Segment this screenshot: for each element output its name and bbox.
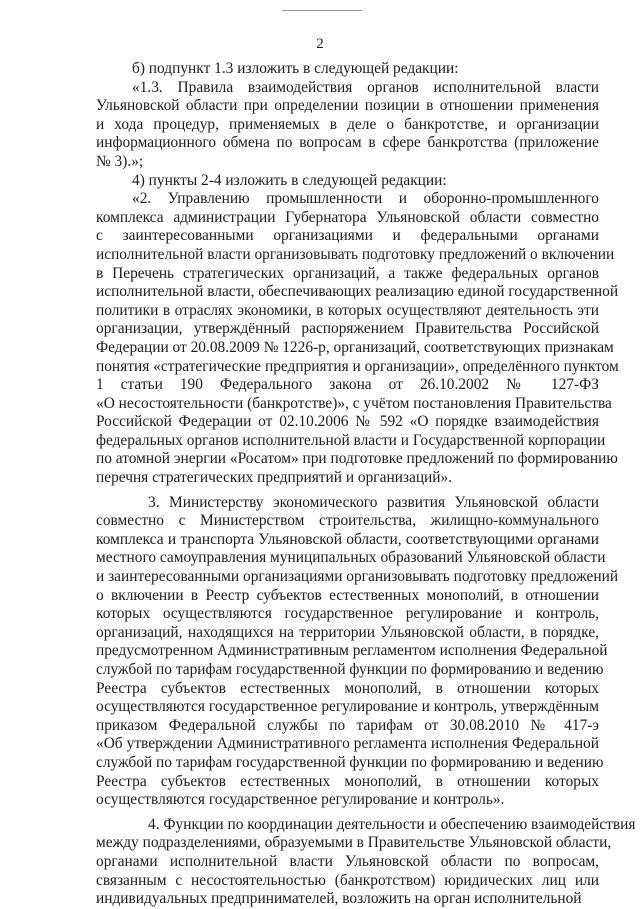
text-line: которых осуществляются государственное регулирование и контроль, <box>96 605 599 623</box>
paragraph-p6 <box>96 815 636 909</box>
text-line: осуществляются государственное регулирование и контроль». <box>96 791 505 809</box>
text-line: совместно с Министерством строительства, жилищно-коммунального <box>96 512 599 530</box>
text-line: исполнительной власти организовывать подготовку предложений о включении <box>96 245 615 263</box>
text-line: по атомной энергии «Росатом» при подготовке предложений по формированию <box>96 450 618 468</box>
text-line: Реестра субъектов естественных монополий, в отношении которых <box>96 772 599 790</box>
document-body <box>96 60 636 909</box>
text-line: предусмотренном Административным регламентом исполнения Федеральной <box>96 642 608 660</box>
text-line: 1 статьи 190 Федерального закона от 26.10.2002 № 127-ФЗ <box>96 376 599 394</box>
text-line: информационного обмена по вопросам в сфере банкротства (приложение <box>96 134 599 152</box>
text-line: «О несостоятельности (банкротстве)», с учётом постановления Правительства <box>96 394 612 412</box>
paragraph-p3 <box>96 172 599 191</box>
paragraph-p5 <box>96 493 619 810</box>
text-line: «2. Управлению промышленности и оборонно-промышленного <box>132 190 599 208</box>
text-line: политики в отраслях экономики, в которых осуществляют деятельность эти <box>96 301 599 319</box>
text-line: 3. Министерству экономического развития Ульяновской области <box>148 493 599 511</box>
text-line: 4. Функции по координации деятельности и обеспечению взаимодействия <box>148 815 636 833</box>
text-line: федеральных органов исполнительной власти и Государственной корпорации <box>96 431 606 449</box>
text-line: организаций, находящихся на территории Ульяновской области, в порядке, <box>96 623 599 641</box>
text-line: б) подпункт 1.3 изложить в следующей редакции: <box>132 60 459 77</box>
text-line: и хода процедур, применяемых в деле о банкротстве, и организации <box>96 115 599 133</box>
text-line: о включении в Реестр субъектов естественных монополий, в отношении <box>96 586 599 604</box>
paragraph-p1 <box>96 60 599 79</box>
text-line: Реестра субъектов естественных монополий, в отношении которых <box>96 679 599 697</box>
text-line: с заинтересованными организациями и федеральными органами <box>96 227 599 245</box>
text-line: понятия «стратегические предприятия и организации», определённого пунктом <box>96 357 619 375</box>
text-line: перечня стратегических предприятий и организаций». <box>96 469 453 487</box>
text-line: организации, утверждённый распоряжением Правительства Российской <box>96 320 599 338</box>
page-number: 2 <box>316 36 324 52</box>
text-line: и заинтересованными организациями организовывать подготовку предложений <box>96 568 619 586</box>
text-line: Ульяновской области при определении позиции в отношении применения <box>96 97 599 115</box>
text-line: приказом Федеральной службы по тарифам от 30.08.2010 № 417-э <box>96 716 599 734</box>
text-line: комплекса администрации Губернатора Ульяновской области совместно <box>96 208 599 226</box>
text-line: между подразделениями, образуемыми в Правительстве Ульяновской области, <box>96 834 612 852</box>
text-line: службой по тарифам государственной функции по формированию и ведению <box>96 753 604 771</box>
paragraph-p2 <box>96 79 599 172</box>
text-line: осуществляются государственное регулирование и контроль, утверждённым <box>96 698 599 716</box>
text-line: исполнительной власти, обеспечивающих реализацию единой государственной <box>96 283 619 301</box>
text-line: Российской Федерации от 02.10.2006 № 592 «О порядке взаимодействия <box>96 413 599 431</box>
text-line: связанным с несостоятельностью (банкротством) юридических лиц или <box>96 871 599 889</box>
text-line: местного самоуправления муниципальных образований Ульяновской области <box>96 549 606 567</box>
text-line: в Перечень стратегических организаций, а также федеральных органов <box>96 264 599 282</box>
text-line: индивидуальных предпринимателей, возложить на орган исполнительной <box>96 890 582 908</box>
text-line: органами исполнительной власти Ульяновской области по вопросам, <box>96 852 599 870</box>
text-line: Федерации от 20.08.2009 № 1226-р, организаций, соответствующих признакам <box>96 338 614 356</box>
text-line: «1.3. Правила взаимодействия органов исполнительной власти <box>132 78 599 96</box>
text-line: комплекса и транспорта Ульяновской области, соответствующими органами <box>96 530 599 548</box>
text-line: 4) пункты 2-4 изложить в следующей редакции: <box>132 171 447 189</box>
text-line: службой по тарифам государственной функции по формированию и ведению <box>96 661 604 678</box>
paragraph-p4 <box>96 190 619 488</box>
text-line: «Об утверждении Административного регламента исполнения Федеральной <box>96 735 599 753</box>
text-line: № 3).»; <box>96 152 144 170</box>
top-rule <box>282 10 362 11</box>
